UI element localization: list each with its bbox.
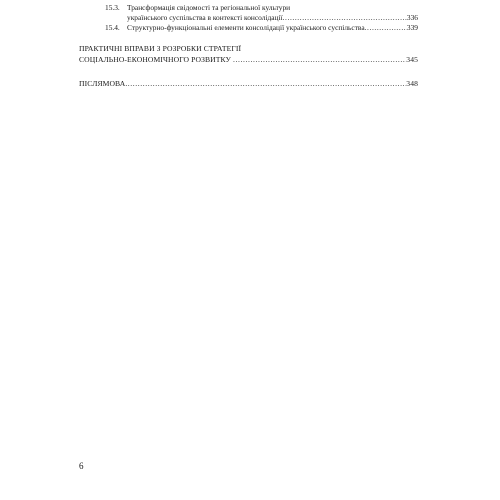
toc-entry-number: 15.4.	[105, 23, 120, 32]
toc-entry-title: Трансформація свідомості та регіональної культури	[127, 3, 291, 12]
toc-entry-15-3-line2[interactable]	[127, 13, 418, 22]
toc-chapter-practical-line2[interactable]	[79, 55, 418, 65]
toc-entry-15-3-line1	[105, 3, 290, 12]
toc-page-number: 348	[406, 79, 418, 88]
toc-entry-number: 15.3.	[105, 3, 120, 12]
toc-chapter-title: ПІСЛЯМОВА	[79, 79, 126, 88]
toc-page-number: 345	[406, 55, 418, 64]
toc-entry-title: Структурно-функціональні елементи консолідації українського суспільства	[127, 23, 365, 32]
toc-chapter-title: ПРАКТИЧНІ ВПРАВИ З РОЗРОБКИ СТРАТЕГІЇ	[79, 44, 242, 53]
toc-chapter-title-continued: СОЦІАЛЬНО-ЕКОНОМІЧНОГО РОЗВИТКУ	[79, 55, 231, 64]
page-number: 6	[79, 461, 84, 471]
dot-leader	[365, 23, 407, 32]
toc-entry-title-continued: українського суспільства в контексті консолідації	[127, 13, 283, 22]
dot-leader	[283, 13, 407, 22]
dot-leader	[125, 79, 406, 89]
toc-entry-15-4[interactable]	[105, 23, 418, 32]
toc-page-number: 339	[406, 23, 418, 32]
toc-chapter-afterword[interactable]	[79, 79, 418, 89]
toc-chapter-practical-line1	[79, 44, 241, 54]
toc-page-number: 336	[406, 13, 418, 22]
dot-leader	[233, 55, 406, 65]
